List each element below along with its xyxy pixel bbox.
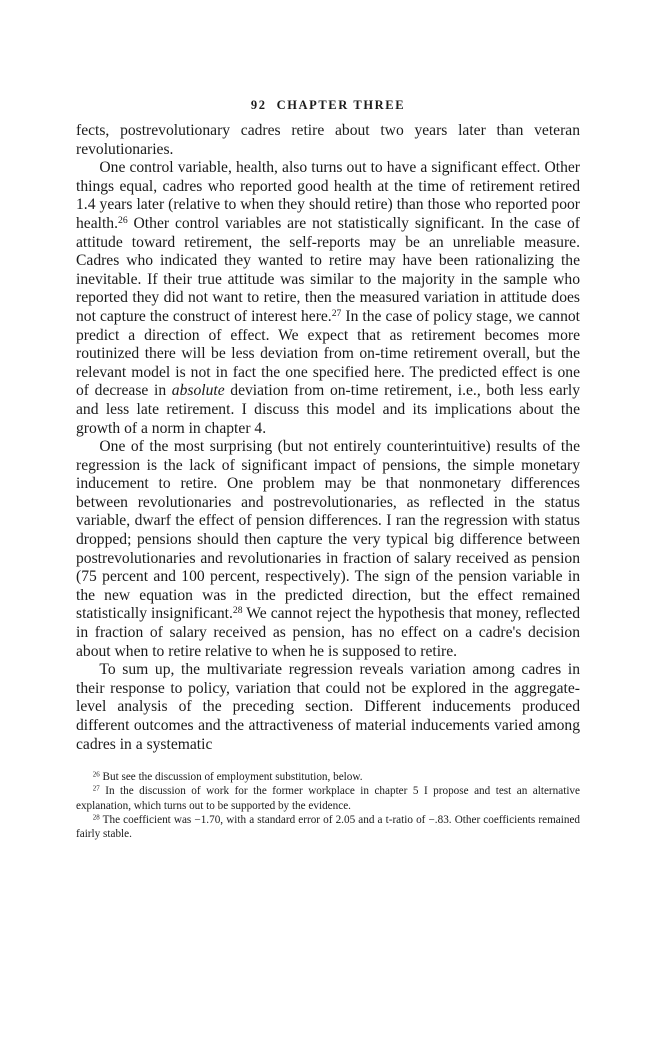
running-head — [76, 98, 580, 113]
paragraph-1 — [76, 122, 580, 159]
footnote-number: 26 — [92, 770, 100, 779]
paragraph-2-text-a: One control variable, health, also turns out to have a significant effect. Other things equal, cadres who reported good health at the time of retirement retired 1.4 years later (relative to when they should retire) than those who reported poor health. — [76, 159, 580, 232]
page-number: 92 — [250, 98, 267, 112]
footnote-number: 28 — [92, 813, 100, 822]
paragraph-2-text-c: In the case of policy stage, we cannot predict a direction of effect. We expect that as retirement becomes more routinized there will be less deviation from on-time retirement overall, but the relevant model is not in fact the one specified here. The predicted effect is one of decrease in — [76, 307, 580, 400]
paragraph-2-text-b: Other control variables are not statistically significant. In the case of attitude toward retirement, the self-reports may be an unreliable measure. Cadres who indicated they wanted to retire may have been rationalizing the inevitable. If their true attitude was similar to the majority in the sample who reported they did not want to retire, then the measured variation in attitude does not capture the construct of interest here. — [76, 214, 580, 325]
paragraph-4-text: To sum up, the multivariate regression reveals variation among cadres in their response to policy, variation that could not be explored in the aggregate-level analysis of the preceding section. Different inducements produced different outcomes and the attractiveness of material inducements varied among cadres in a systematic — [76, 661, 580, 753]
footnote-ref-26: 26 — [118, 215, 128, 227]
footnote-28 — [76, 813, 580, 842]
footnote-26 — [76, 770, 580, 784]
footnote-text: In the discussion of work for the former workplace in chapter 5 I propose and test an alternative explanation, which turns out to be supported by the evidence. — [76, 785, 580, 812]
footnote-number: 27 — [92, 785, 100, 794]
footnote-ref-28: 28 — [232, 605, 243, 617]
paragraph-4 — [76, 661, 580, 754]
paragraph-1-text: fects, postrevolutionary cadres retire about two years later than veteran revolutionaries. — [76, 122, 580, 158]
paragraph-3 — [76, 438, 580, 661]
body-text — [76, 122, 580, 754]
paragraph-3-text-b: We cannot reject the hypothesis that money, reflected in fraction of salary received as pension, has no effect on a cadre's decision about when to retire relative to when he is supposed to retire. — [76, 605, 581, 660]
paragraph-2-text-d: deviation from on-time retirement, i.e., both less early and less late retirement. I discuss this model and its implications about the growth of a norm in chapter 4. — [76, 382, 580, 437]
emphasis-absolute: absolute — [171, 382, 225, 400]
footnote-ref-27: 27 — [331, 308, 342, 320]
footnotes — [76, 770, 580, 841]
paragraph-3-text-a: One of the most surprising (but not entirely counterintuitive) results of the regression is the lack of significant impact of pensions, the simple monetary inducement to retire. One problem may be that nonmonetary differences between revolutionaries and postrevolutionaries, as reflected in the status variable, dwarf the effect of pension differences. I ran the regression with status dropped; pensions should then capture the very typical big difference between postrevolutionaries and revolutionaries in fraction of salary received as pension (75 percent and 100 percent, respectively). The sign of the pension variable in the new equation was in the predicted direction, but the effect remained statistically insignificant. — [76, 438, 580, 623]
footnote-27 — [76, 784, 580, 813]
book-page — [76, 98, 580, 842]
footnote-text: The coefficient was −1.70, with a standard error of 2.05 and a t-ratio of −.83. Other coefficients remained fairly stable. — [76, 814, 580, 841]
paragraph-2 — [76, 159, 580, 438]
chapter-title: CHAPTER THREE — [276, 98, 406, 112]
footnote-text: But see the discussion of employment substitution, below. — [99, 771, 363, 784]
